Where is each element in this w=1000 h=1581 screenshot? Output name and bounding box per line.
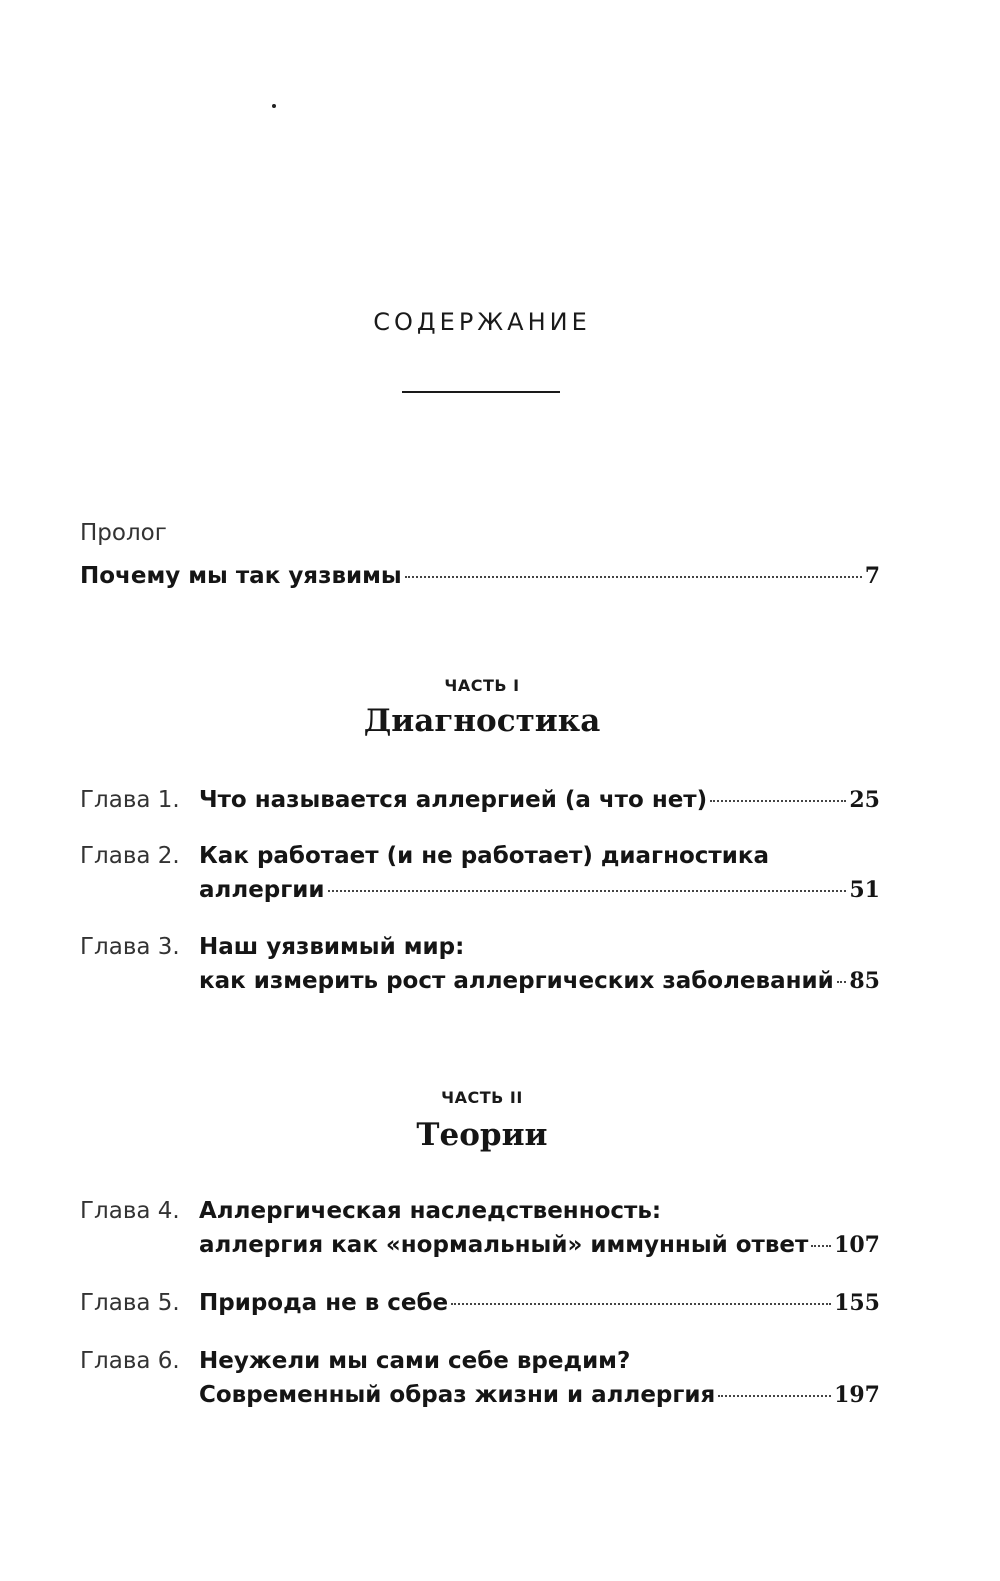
- entry-title: Аллергическая наследственность:: [199, 1198, 662, 1224]
- entry-title-continued: как измерить рост аллергических заболеваний: [199, 968, 834, 994]
- page-number: 85: [849, 968, 880, 994]
- part-label: ЧАСТЬ II: [441, 1088, 523, 1107]
- stray-dot-mark: [272, 104, 276, 108]
- prologue-label: Пролог: [80, 520, 167, 546]
- page-number: 51: [849, 877, 880, 903]
- chapter-number: Глава 5.: [80, 1290, 180, 1316]
- chapter-number: Глава 2.: [80, 843, 180, 869]
- toc-title: СОДЕРЖАНИЕ: [373, 308, 591, 336]
- chapter-number: Глава 1.: [80, 787, 180, 813]
- dot-leader: [451, 1303, 831, 1305]
- entry-title: Наш уязвимый мир:: [199, 934, 465, 960]
- entry-title: Почему мы так уязвимы: [80, 563, 402, 589]
- dot-leader: [328, 890, 847, 892]
- page-number: 197: [834, 1382, 880, 1408]
- part-title: Диагностика: [363, 703, 601, 739]
- entry-title: Как работает (и не работает) диагностика: [199, 843, 769, 869]
- dot-leader: [811, 1245, 831, 1247]
- dot-leader: [710, 800, 846, 802]
- page-number: 25: [849, 787, 880, 813]
- page-number: 7: [864, 563, 880, 589]
- entry-title: Неужели мы сами себе вредим?: [199, 1348, 631, 1374]
- entry-title-continued: Современный образ жизни и аллергия: [199, 1382, 716, 1408]
- dot-leader: [718, 1395, 831, 1397]
- dot-leader: [837, 981, 847, 983]
- entry-title-continued: аллергии: [199, 877, 325, 903]
- chapter-number: Глава 3.: [80, 934, 180, 960]
- dot-leader: [405, 576, 862, 578]
- part-title: Теории: [416, 1117, 548, 1153]
- page-number: 155: [834, 1290, 880, 1316]
- chapter-number: Глава 6.: [80, 1348, 180, 1374]
- title-divider: [402, 391, 560, 393]
- entry-title: Природа не в себе: [199, 1290, 449, 1316]
- entry-title: Что называется аллергией (а что нет): [199, 787, 708, 813]
- page-number: 107: [834, 1232, 880, 1258]
- entry-title-continued: аллергия как «нормальный» иммунный ответ: [199, 1232, 809, 1258]
- chapter-number: Глава 4.: [80, 1198, 180, 1224]
- part-label: ЧАСТЬ I: [444, 676, 520, 695]
